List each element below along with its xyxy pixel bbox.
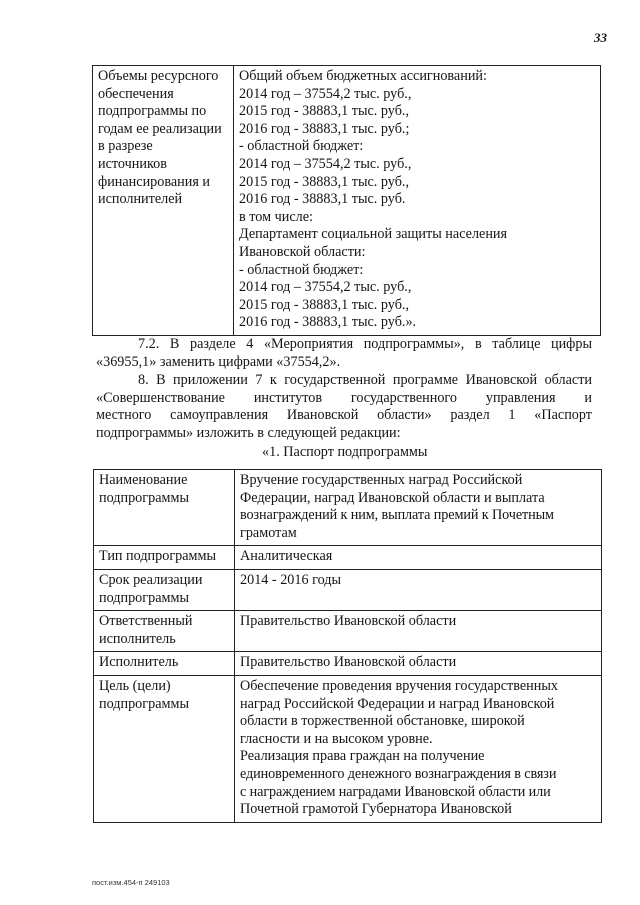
cell-line: области в торжественной обстановке, широкой	[240, 713, 525, 730]
cell-line: в разрезе	[98, 138, 153, 155]
resource-table	[92, 65, 601, 336]
table-row	[93, 66, 601, 336]
value-cell	[235, 546, 602, 570]
paragraph-line: «36955,1» заменить цифрами «37554,2».	[96, 353, 341, 370]
value-cell	[235, 470, 602, 546]
cell-line: вознаграждений к ним, выплата премий к Почетным	[240, 507, 554, 524]
paragraph-line: 8. В приложении 7 к государственной программе Ивановской области	[138, 372, 592, 388]
cell-line: 2016 год - 38883,1 тыс. руб.	[239, 191, 406, 208]
cell-line: в том числе:	[239, 208, 313, 225]
cell-line: Цель (цели)	[99, 677, 171, 694]
cell-line: - областной бюджет:	[239, 138, 364, 155]
cell-line: 2014 год – 37554,2 тыс. руб.,	[239, 279, 412, 296]
cell-line: обеспечения	[98, 85, 174, 102]
cell-line: 2015 год - 38883,1 тыс. руб.,	[239, 173, 410, 190]
cell-line: финансирования и	[98, 173, 211, 190]
table-row	[94, 470, 602, 546]
cell-line: Ивановской области:	[239, 243, 366, 260]
cell-line: Федерации, наград Ивановской области и выплата	[240, 489, 545, 506]
value-cell	[235, 652, 602, 676]
cell-line: Наименование	[99, 472, 188, 488]
cell-line: Исполнитель	[99, 654, 179, 671]
passport-heading: «1. Паспорт подпрограммы	[262, 444, 428, 460]
cell-line: Правительство Ивановской области	[240, 654, 457, 671]
resource-value-cell	[234, 66, 601, 336]
paragraph-8	[96, 372, 592, 442]
label-cell	[94, 652, 235, 676]
cell-line: подпрограммы	[99, 589, 189, 606]
footer-code: пост.изм.454-п 249103	[92, 878, 170, 887]
cell-line: грамотам	[240, 524, 297, 541]
value-cell	[235, 611, 602, 652]
paragraph-line: 7.2. В разделе 4 «Мероприятия подпрограммы», в таблице цифры	[138, 336, 592, 352]
cell-line: 2015 год - 38883,1 тыс. руб.,	[239, 103, 410, 120]
cell-line: с награждением наградами Ивановской области или	[240, 783, 551, 800]
table-row	[94, 611, 602, 652]
cell-line: 2015 год - 38883,1 тыс. руб.,	[239, 296, 410, 313]
cell-line: Реализация права граждан на получение	[240, 748, 485, 765]
table-row	[94, 652, 602, 676]
label-cell	[94, 546, 235, 570]
cell-line: Почетной грамотой Губернатора Ивановской	[240, 801, 512, 818]
cell-line: подпрограммы	[99, 695, 189, 712]
passport-table	[93, 469, 602, 823]
paragraph-line: подпрограммы» изложить в следующей редакции:	[96, 424, 401, 441]
cell-line: Правительство Ивановской области	[240, 613, 457, 630]
value-cell	[235, 675, 602, 822]
paragraph-line: местного самоуправления Ивановской области» раздел 1 «Паспорт	[96, 407, 592, 424]
cell-line: Обеспечение проведения вручения государственных	[240, 677, 558, 694]
cell-line: исполнитель	[99, 630, 176, 647]
cell-line: Срок реализации	[99, 571, 203, 588]
label-cell	[94, 470, 235, 546]
cell-line: источников	[98, 155, 167, 172]
cell-line: Департамент социальной защиты населения	[239, 226, 508, 243]
label-cell	[94, 569, 235, 610]
cell-line: 2016 год - 38883,1 тыс. руб.».	[239, 314, 417, 331]
cell-line: Объемы ресурсного	[98, 68, 219, 84]
resource-label-cell	[93, 66, 234, 336]
cell-line: 2014 - 2016 годы	[240, 571, 342, 588]
cell-line: 2014 год – 37554,2 тыс. руб.,	[239, 155, 412, 172]
table-row	[94, 546, 602, 570]
cell-line: Вручение государственных наград Российской	[240, 472, 523, 488]
page-number: 33	[594, 30, 607, 45]
cell-line: единовременного денежного вознаграждения в связи	[240, 765, 557, 782]
cell-line: гласности и на высоком уровне.	[240, 730, 433, 747]
label-cell	[94, 675, 235, 822]
cell-line: Тип подпрограммы	[99, 548, 217, 565]
value-cell	[235, 569, 602, 610]
cell-line: подпрограммы по	[98, 103, 207, 120]
cell-line: - областной бюджет:	[239, 261, 364, 278]
cell-line: годам ее реализации	[98, 120, 222, 137]
paragraph-line: «Совершенствование институтов государственного управления и	[96, 389, 592, 406]
label-cell	[94, 611, 235, 652]
cell-line: наград Российской Федерации и наград Ивановской	[240, 695, 555, 712]
cell-line: Ответственный	[99, 613, 193, 630]
cell-line: Аналитическая	[240, 548, 333, 565]
cell-line: Общий объем бюджетных ассигнований:	[239, 68, 487, 84]
cell-line: 2014 год – 37554,2 тыс. руб.,	[239, 85, 412, 102]
cell-line: исполнителей	[98, 191, 183, 208]
table-row	[94, 675, 602, 822]
table-row	[94, 569, 602, 610]
cell-line: 2016 год - 38883,1 тыс. руб.;	[239, 120, 410, 137]
cell-line: подпрограммы	[99, 489, 189, 506]
paragraph-7-2	[96, 336, 592, 371]
